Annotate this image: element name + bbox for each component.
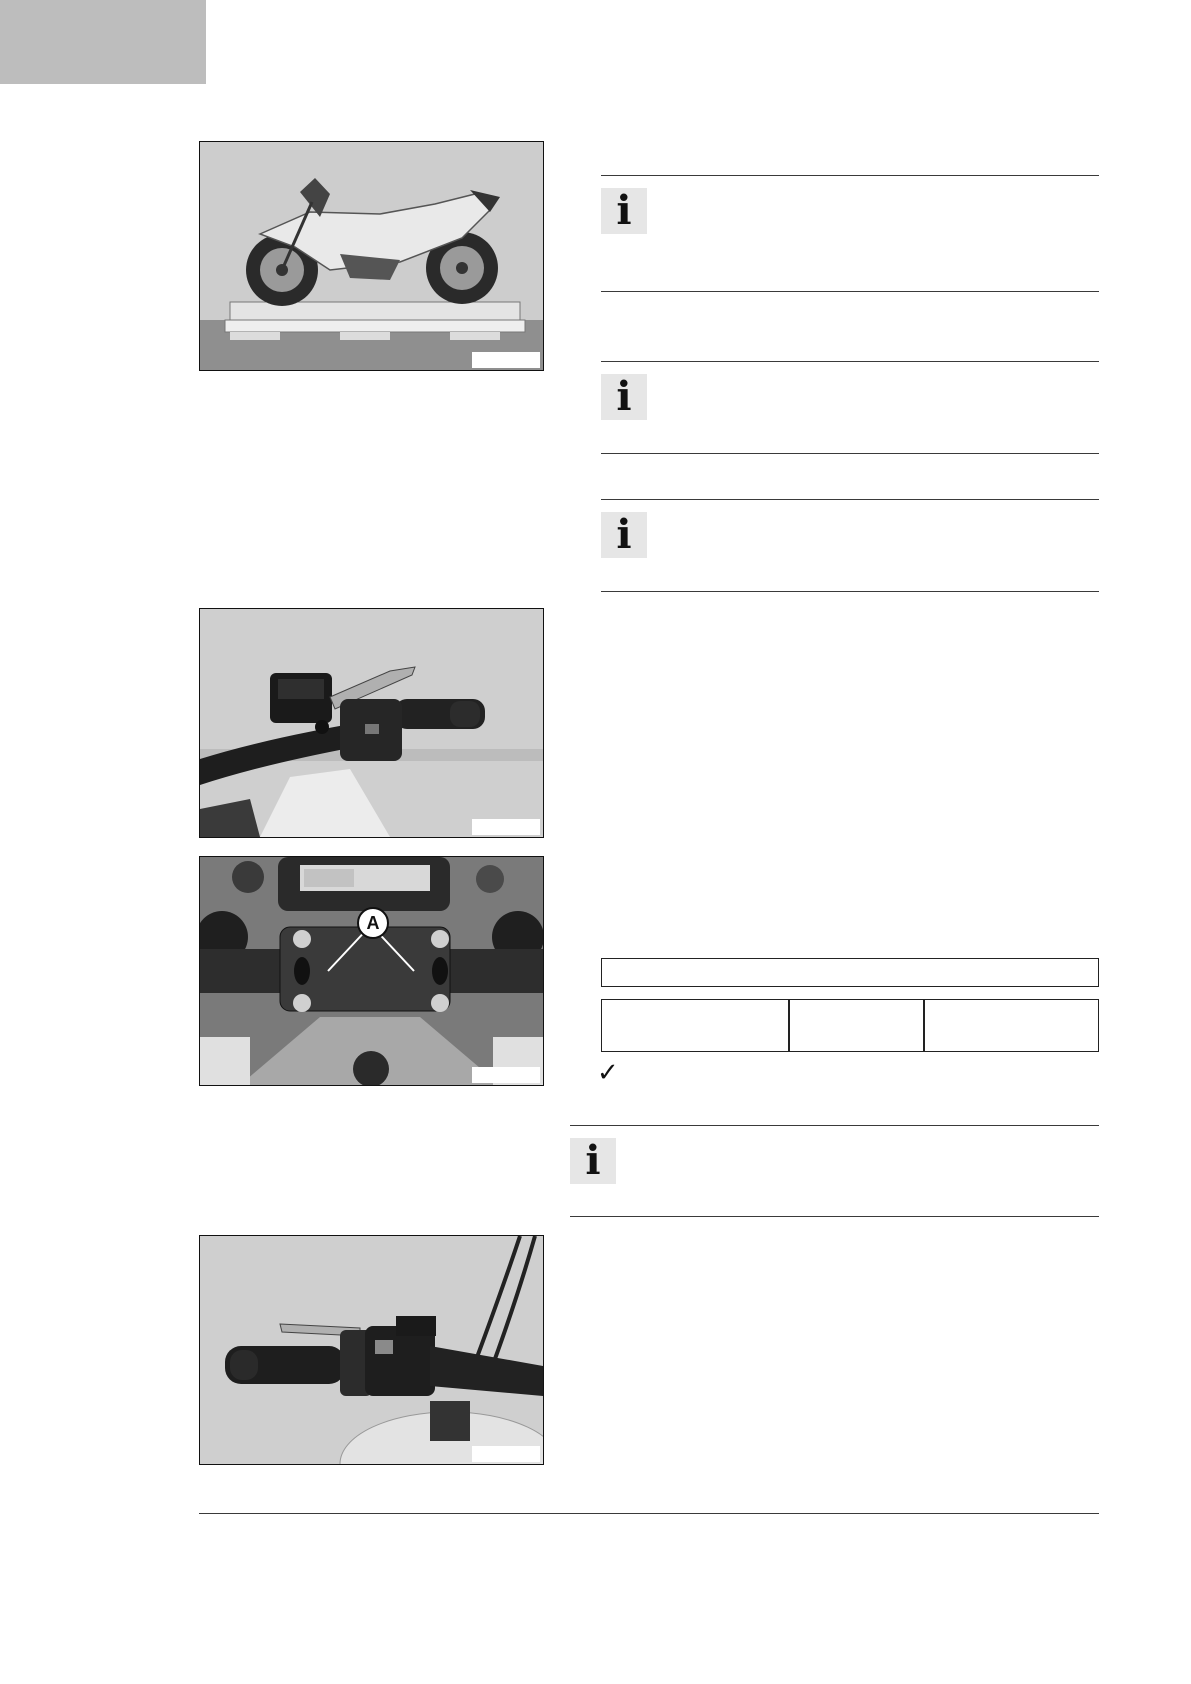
footer-rule [199,1513,1099,1514]
figure-right-handlebar-grip [199,1235,544,1465]
note-text [662,190,1098,270]
figure-motorcycle-on-pallet [199,141,544,371]
spec-table-cell [789,999,924,1052]
figure-label [472,352,540,368]
info-icon: i [601,188,647,234]
info-icon: i [570,1138,616,1184]
spec-table-cell [601,999,789,1052]
note-text [631,1140,1098,1200]
page-corner-tab [0,0,206,84]
info-icon: i [601,512,647,558]
note-bottom-rule [601,591,1099,592]
note-top-rule [601,361,1099,362]
figure-left-handlebar-brake-lever [199,608,544,838]
motorcycle-photo [200,142,543,370]
note-top-rule [601,175,1099,176]
spec-table-cell [924,999,1099,1052]
note-text [662,514,1098,574]
check-icon: ✓ [597,1058,619,1088]
callout-a [357,907,389,939]
note-top-rule [601,499,1099,500]
figure-label [472,1446,540,1462]
note-text [662,376,1098,436]
handlebar-clamp-photo [200,857,543,1085]
handlebar-grip-photo [200,1236,543,1464]
callout-a-label: A [366,912,380,933]
figure-label [472,819,540,835]
figure-handlebar-clamp [199,856,544,1086]
figure-label [472,1067,540,1083]
info-icon: i [601,374,647,420]
note-top-rule [570,1125,1099,1126]
handlebar-brake-photo [200,609,543,837]
note-bottom-rule [601,453,1099,454]
spec-table-title [601,958,1099,987]
note-bottom-rule [601,291,1099,292]
note-bottom-rule [570,1216,1099,1217]
